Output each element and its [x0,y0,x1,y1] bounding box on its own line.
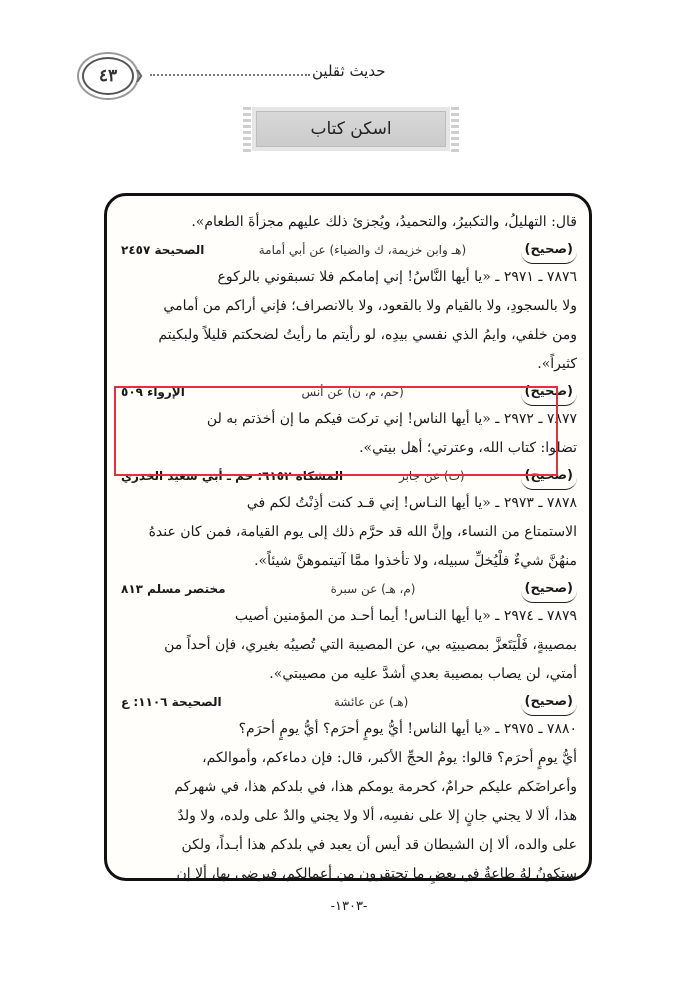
grade-label: (صحيح) [521,576,578,603]
text-line: ٧٨٧٨ ـ ٢٩٧٣ ـ «يا أيها النـاس! إني قـد كنت أذِنْتُ لكم في [246,495,577,511]
source-label: (هـ) عن عائشة [333,695,409,709]
entry-meta [121,463,577,489]
book-folio: -١٣٠٣- [330,899,368,914]
source-label: (ت) عن جابر [398,469,465,483]
text-line: ٧٨٧٩ ـ ٢٩٧٤ ـ «يا أيها النـاس! أيما أحـد من المؤمنين أصيب [234,608,577,624]
grade-label: (صحيح) [521,689,578,716]
text-line: على والده، ألا إن الشيطان قد أيس أن يعبد في بلدكم هذا أبـداً، ولكن [181,837,577,853]
text-line: ولا بالسجودِ، ولا بالقيام ولا بالقعود، ولا بالانصراف؛ فإني أراكم من أمامي [163,298,577,314]
reference-label: الصحيحة ٢٤٥٧ [121,243,205,257]
text-line: ٧٨٧٦ ـ ٢٩٧١ ـ «يا أيها النَّاسُ! إني إمامكم فلا تسبقوني بالركوع [217,269,577,285]
text-line: قال: التهليلُ، والتكبيرُ، والتحميدُ، ويُجزئ ذلك عليهم مجزأةَ الطعام». [191,214,577,230]
text-line: تضلوا: كتاب الله، وعترتي؛ أهل بيتي». [359,440,577,456]
text-line: أمتي، لن يصاب بمصيبة بعدي أشدَّ عليه من مصيبتي». [269,666,577,682]
ornament-arrow-icon: ❯ [134,68,145,82]
reference-label: مختصر مسلم ٨١٣ [121,582,226,596]
text-line: منهُنَّ شيءٌ فلْيُخلِّ سبيله، ولا تأخذوا ممَّا آتيتموهنَّ شيئاً». [254,553,577,569]
page-header [0,52,700,96]
reference-label: الإرواء ٥٠٩ [121,385,185,399]
text-line: كثيراً». [537,356,577,372]
dotted-divider [150,74,310,76]
page-number-badge: ٤٣ [82,57,134,95]
text-line: أيُّ يومٍ أحرَم؟ قالوا: يومُ الحجِّ الأكبر، قال: فإن دماءكم، وأموالكم، [202,750,577,766]
text-line: وأعراضَكم عليكم حرامٌ، كحرمة يومكم هذا، في بلدكم هذا، في شهركم [174,779,577,795]
entry-meta [121,689,577,715]
text-line: ٧٨٨٠ ـ ٢٩٧٥ ـ «يا أيها الناس! أيُّ يومٍ أحرَم؟ أيُّ يومٍ أحرَم؟ [238,721,577,737]
entry-meta [121,237,577,263]
book-scan-banner: اسکن کتاب [256,111,446,147]
text-line: ٧٨٧٧ ـ ٢٩٧٢ ـ «يا أيها الناس! إني تركت فيكم ما إن أخذتم به لن [206,411,577,427]
text-line: بمصيبةٍ، فَلْيَتَعزَّ بمصيبتِه بي، عن المصيبة التي تُصيبُه بغيري، فإن أحداً من [164,637,577,653]
entry-meta [121,379,577,405]
reference-label: الصحيحة ١١٠٦: ع [121,695,222,709]
source-label: (م، هـ) عن سبرة [330,582,416,596]
running-title: حديث ثقلين [312,62,386,80]
text-line: ومن خلفي، وايمُ الذي نفسي بيدِه، لو رأيتم ما رأيتُ لضحكتم قليلاً ولبكيتم [158,327,577,343]
text-line: هذا، ألا لا يجني جانٍ إلا على نفسِه، ألا ولا يجني والدٌ على ولده، ولا ولدٌ [177,808,577,824]
grade-label: (صحيح) [521,237,578,264]
book-page [121,208,577,914]
reference-label: المشكاة ٦١٥٢: حم ـ أبي سعيد الخدري [121,469,344,483]
grade-label: (صحيح) [521,379,578,406]
grade-label: (صحيح) [521,463,578,490]
text-line: الاستمتاع من النساء، وإنَّ الله قد حرَّم ذلك إلى يوم القيامة، فمن كان عندهُ [148,524,577,540]
source-label: (هـ وابن خزيمة، ك والضياء) عن أبي أمامة [258,243,467,257]
text-line: ستكونُ لهُ طاعةٌ في بعضِ ما تحتقرون من أعمالكم، فيرضى بها، ألا إن [176,866,577,882]
book-scan-frame [104,193,592,914]
entry-meta [121,576,577,602]
source-label: (حم، م، ن) عن أنس [301,385,404,399]
